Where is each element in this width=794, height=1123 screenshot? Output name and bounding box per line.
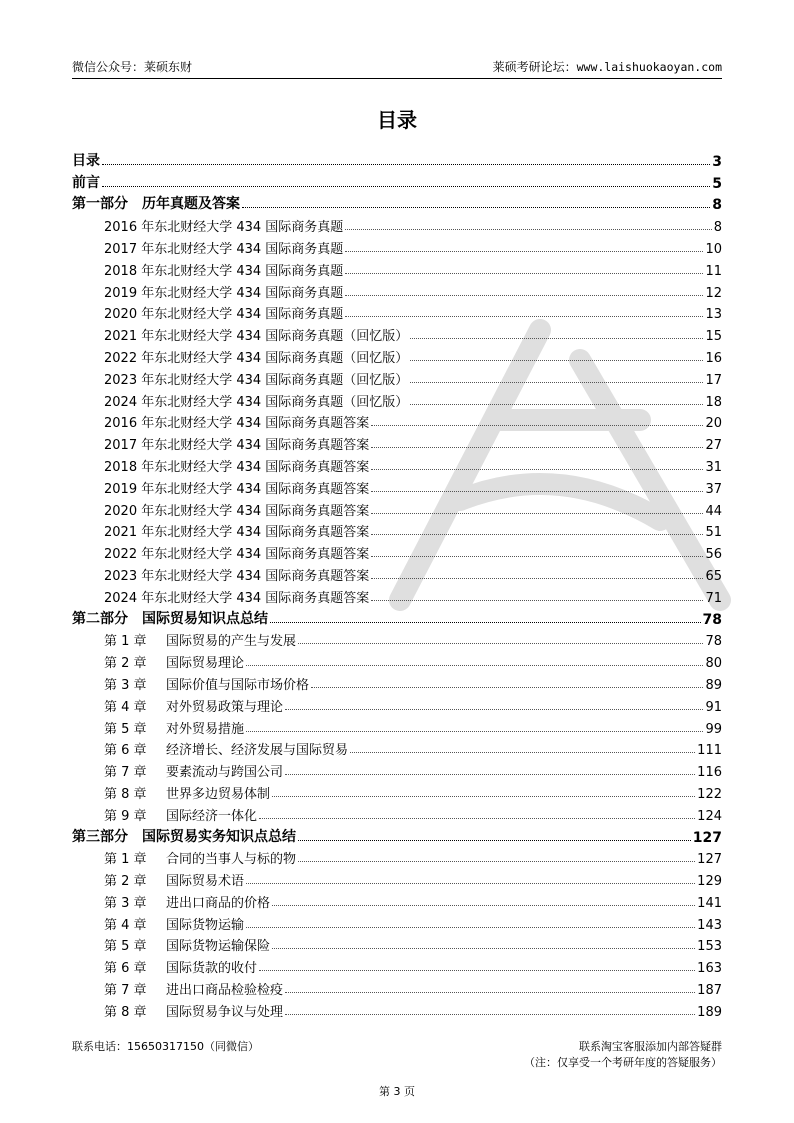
toc-page-number: 187 xyxy=(697,983,722,999)
toc-entry-text: 2018 年东北财经大学 434 国际商务真题答案 xyxy=(104,459,370,475)
toc-section-entry[interactable] xyxy=(72,170,722,192)
toc-entry[interactable] xyxy=(72,301,722,323)
toc-page-number: 99 xyxy=(705,721,722,737)
toc-page-number: 10 xyxy=(705,241,722,257)
toc-entry-text: 世界多边贸易体制 xyxy=(166,786,271,802)
toc-entry-label xyxy=(104,521,371,540)
toc-leader-dots xyxy=(371,447,703,448)
toc-leader-dots xyxy=(246,883,695,884)
toc-page-number: 20 xyxy=(705,416,722,432)
toc-leader-dots xyxy=(410,360,703,361)
toc-chapter-number: 第 7 章 xyxy=(104,983,147,999)
toc-page-number: 12 xyxy=(705,285,722,301)
header-forum-url[interactable]: www.laishuokaoyan.com xyxy=(576,60,722,74)
toc-entry[interactable] xyxy=(72,366,722,388)
toc-entry-label xyxy=(104,848,298,867)
toc-section-entry[interactable] xyxy=(72,606,722,628)
toc-leader-dots xyxy=(345,229,711,230)
toc-page-number: 56 xyxy=(705,547,722,563)
toc-page-number: 122 xyxy=(697,786,722,802)
toc-leader-dots xyxy=(371,469,703,470)
toc-chapter-number: 第 2 章 xyxy=(104,656,147,672)
toc-entry-label xyxy=(104,434,371,453)
toc-entry[interactable] xyxy=(72,867,722,889)
toc-entry[interactable] xyxy=(72,497,722,519)
toc-entry[interactable] xyxy=(72,344,722,366)
toc-entry[interactable] xyxy=(72,933,722,955)
toc-entry[interactable] xyxy=(72,758,722,780)
toc-entry-text: 2017 年东北财经大学 434 国际商务真题 xyxy=(104,241,344,257)
page-title: 目录 xyxy=(377,108,417,132)
toc-entry[interactable] xyxy=(72,322,722,344)
toc-entry-label xyxy=(104,347,410,366)
toc-chapter-number: 第 3 章 xyxy=(104,677,147,693)
toc-page-number: 78 xyxy=(702,611,722,628)
toc-entry-label xyxy=(104,456,371,475)
toc-leader-dots xyxy=(246,731,703,732)
toc-chapter-number: 第 9 章 xyxy=(104,808,147,824)
toc-entry-label xyxy=(104,303,345,322)
toc-section-entry[interactable] xyxy=(72,824,722,846)
toc-page-number: 78 xyxy=(705,634,722,650)
toc-entry-text: 进出口商品的价格 xyxy=(166,895,271,911)
toc-entry-label xyxy=(104,282,345,301)
toc-entry-text: 前言 xyxy=(72,174,100,191)
toc-chapter-number: 第 6 章 xyxy=(104,961,147,977)
toc-entry-label xyxy=(72,608,270,628)
toc-page-number: 51 xyxy=(705,525,722,541)
toc-page-number: 129 xyxy=(697,874,722,890)
toc-page-number: 89 xyxy=(705,677,722,693)
toc-entry[interactable] xyxy=(72,279,722,301)
toc-entry-text: 2017 年东北财经大学 434 国际商务真题答案 xyxy=(104,438,370,454)
toc-leader-dots xyxy=(270,622,701,623)
toc-entry-label xyxy=(104,500,371,519)
toc-leader-dots xyxy=(371,600,703,601)
toc-leader-dots xyxy=(242,207,710,208)
toc-leader-dots xyxy=(371,556,703,557)
toc-entry-text: 对外贸易政策与理论 xyxy=(166,699,284,715)
toc-leader-dots xyxy=(285,709,703,710)
toc-entry-label xyxy=(104,1001,285,1020)
toc-chapter-number: 第 4 章 xyxy=(104,699,147,715)
toc-entry-label xyxy=(104,805,259,824)
toc-entry-text: 国际货物运输 xyxy=(166,917,245,933)
toc-entry-text: 进出口商品检验检疫 xyxy=(166,983,284,999)
toc-entry[interactable] xyxy=(72,998,722,1020)
page-header xyxy=(72,58,722,79)
toc-leader-dots xyxy=(102,186,710,187)
toc-chapter-number: 第 6 章 xyxy=(104,743,147,759)
toc-entry[interactable] xyxy=(72,410,722,432)
toc-entry[interactable] xyxy=(72,693,722,715)
toc-chapter-number: 第 7 章 xyxy=(104,765,147,781)
toc-leader-dots xyxy=(259,970,695,971)
toc-page-number: 163 xyxy=(697,961,722,977)
toc-entry-text: 2022 年东北财经大学 434 国际商务真题答案 xyxy=(104,547,370,563)
toc-entry-label xyxy=(104,892,272,911)
toc-page-number: 111 xyxy=(697,743,722,759)
toc-entry-text: 2022 年东北财经大学 434 国际商务真题（回忆版） xyxy=(104,350,409,366)
table-of-contents xyxy=(72,148,722,1020)
toc-entry[interactable] xyxy=(72,715,722,737)
toc-page-number: 153 xyxy=(697,939,722,955)
toc-entry-text: 第三部分 国际贸易实务知识点总结 xyxy=(72,828,296,845)
toc-page-number: 141 xyxy=(697,895,722,911)
toc-page-number: 11 xyxy=(705,263,722,279)
toc-page-number: 143 xyxy=(697,917,722,933)
toc-page-number: 65 xyxy=(705,568,722,584)
toc-entry-text: 2019 年东北财经大学 434 国际商务真题 xyxy=(104,285,344,301)
toc-chapter-number: 第 2 章 xyxy=(104,874,147,890)
toc-entry-label xyxy=(72,172,102,192)
toc-leader-dots xyxy=(371,513,703,514)
toc-entry-text: 国际贸易术语 xyxy=(166,874,245,890)
toc-entry[interactable] xyxy=(72,453,722,475)
toc-entry-label xyxy=(104,478,371,497)
toc-entry-label xyxy=(104,739,350,758)
toc-entry[interactable] xyxy=(72,431,722,453)
toc-entry-text: 国际价值与国际市场价格 xyxy=(166,677,310,693)
toc-entry[interactable] xyxy=(72,213,722,235)
toc-leader-dots xyxy=(371,578,703,579)
toc-entry-text: 2019 年东北财经大学 434 国际商务真题答案 xyxy=(104,481,370,497)
header-forum-prefix: 莱硕考研论坛： xyxy=(492,60,577,74)
toc-entry-label xyxy=(104,587,371,606)
toc-page-number: 127 xyxy=(692,829,722,846)
toc-section-entry[interactable] xyxy=(72,192,722,214)
toc-entry-text: 国际货款的收付 xyxy=(166,961,258,977)
toc-chapter-number: 第 5 章 xyxy=(104,721,147,737)
toc-entry-text: 国际货物运输保险 xyxy=(166,939,271,955)
toc-entry-text: 2016 年东北财经大学 434 国际商务真题 xyxy=(104,220,344,236)
toc-leader-dots xyxy=(410,338,703,339)
header-forum-label xyxy=(493,58,722,76)
toc-page-number: 8 xyxy=(712,197,722,214)
toc-leader-dots xyxy=(345,316,703,317)
toc-leader-dots xyxy=(371,534,703,535)
toc-chapter-number: 第 8 章 xyxy=(104,1004,147,1020)
toc-entry[interactable] xyxy=(72,475,722,497)
toc-entry-text: 2020 年东北财经大学 434 国际商务真题答案 xyxy=(104,503,370,519)
toc-page-number: 44 xyxy=(705,503,722,519)
toc-entry-text: 目录 xyxy=(72,152,100,169)
toc-entry-text: 第二部分 国际贸易知识点总结 xyxy=(72,610,268,627)
toc-entry[interactable] xyxy=(72,388,722,410)
toc-entry-text: 对外贸易措施 xyxy=(166,721,245,737)
toc-entry-text: 2023 年东北财经大学 434 国际商务真题（回忆版） xyxy=(104,372,409,388)
toc-entry-text: 2018 年东北财经大学 434 国际商务真题 xyxy=(104,263,344,279)
toc-entry-text: 国际贸易的产生与发展 xyxy=(166,634,297,650)
toc-entry[interactable] xyxy=(72,519,722,541)
toc-entry-label xyxy=(104,216,345,235)
toc-entry-text: 2021 年东北财经大学 434 国际商务真题（回忆版） xyxy=(104,329,409,345)
toc-entry-label xyxy=(72,193,242,213)
toc-page-number: 116 xyxy=(697,765,722,781)
toc-entry[interactable] xyxy=(72,584,722,606)
toc-entry-text: 国际贸易理论 xyxy=(166,656,245,672)
toc-page-number: 15 xyxy=(705,329,722,345)
toc-entry-label xyxy=(104,369,410,388)
toc-leader-dots xyxy=(311,687,703,688)
toc-entry[interactable] xyxy=(72,737,722,759)
toc-chapter-number: 第 3 章 xyxy=(104,895,147,911)
toc-page-number: 5 xyxy=(712,175,722,192)
toc-entry-label xyxy=(104,870,246,889)
toc-leader-dots xyxy=(259,818,695,819)
toc-entry-label xyxy=(104,630,298,649)
toc-entry-text: 2016 年东北财经大学 434 国际商务真题答案 xyxy=(104,416,370,432)
toc-leader-dots xyxy=(350,752,695,753)
toc-leader-dots xyxy=(285,1014,695,1015)
toc-page-number: 27 xyxy=(705,438,722,454)
toc-page-number: 37 xyxy=(705,481,722,497)
toc-entry[interactable] xyxy=(72,649,722,671)
toc-entry[interactable] xyxy=(72,540,722,562)
toc-entry-text: 要素流动与跨国公司 xyxy=(166,765,284,781)
toc-page-number: 71 xyxy=(705,590,722,606)
toc-entry-text: 经济增长、经济发展与国际贸易 xyxy=(166,743,349,759)
toc-entry-text: 合同的当事人与标的物 xyxy=(166,852,297,868)
toc-leader-dots xyxy=(272,796,695,797)
toc-page-number: 13 xyxy=(705,307,722,323)
toc-entry-label xyxy=(104,718,246,737)
toc-leader-dots xyxy=(298,840,691,841)
toc-leader-dots xyxy=(102,164,710,165)
toc-entry-label xyxy=(72,826,298,846)
toc-leader-dots xyxy=(298,643,703,644)
toc-leader-dots xyxy=(345,251,703,252)
toc-page-number: 127 xyxy=(697,852,722,868)
toc-entry-text: 第一部分 历年真题及答案 xyxy=(72,196,240,213)
toc-entry-label xyxy=(104,543,371,562)
footer-taobao-note: 联系淘宝客服添加内部答疑群 xyxy=(579,1040,722,1053)
toc-page-number: 17 xyxy=(705,372,722,388)
toc-entry-text: 国际贸易争议与处理 xyxy=(166,1004,284,1020)
toc-leader-dots xyxy=(285,992,695,993)
toc-entry[interactable] xyxy=(72,976,722,998)
toc-entry[interactable] xyxy=(72,562,722,584)
toc-entry-text: 2024 年东北财经大学 434 国际商务真题（回忆版） xyxy=(104,394,409,410)
toc-leader-dots xyxy=(285,774,695,775)
toc-leader-dots xyxy=(410,382,703,383)
footer-contact: 联系电话：15650317150（同微信） xyxy=(72,1040,259,1053)
toc-entry-label xyxy=(104,565,371,584)
toc-page-number: 18 xyxy=(705,394,722,410)
toc-entry-text: 2023 年东北财经大学 434 国际商务真题答案 xyxy=(104,568,370,584)
toc-leader-dots xyxy=(246,927,695,928)
toc-entry[interactable] xyxy=(72,780,722,802)
toc-page-number: 80 xyxy=(705,656,722,672)
toc-chapter-number: 第 1 章 xyxy=(104,852,147,868)
toc-page-number: 189 xyxy=(697,1004,722,1020)
toc-entry-label xyxy=(104,238,345,257)
toc-page-number: 124 xyxy=(697,808,722,824)
toc-entry-text: 2021 年东北财经大学 434 国际商务真题答案 xyxy=(104,525,370,541)
toc-leader-dots xyxy=(272,905,695,906)
toc-entry-label xyxy=(104,935,272,954)
toc-entry[interactable] xyxy=(72,846,722,868)
toc-leader-dots xyxy=(371,491,703,492)
toc-chapter-number: 第 5 章 xyxy=(104,939,147,955)
toc-entry-label xyxy=(104,696,285,715)
toc-entry-text: 2020 年东北财经大学 434 国际商务真题 xyxy=(104,307,344,323)
toc-leader-dots xyxy=(298,861,695,862)
toc-page-number: 91 xyxy=(705,699,722,715)
toc-entry[interactable] xyxy=(72,954,722,976)
toc-entry-label xyxy=(104,761,285,780)
toc-entry-label xyxy=(104,325,410,344)
toc-entry[interactable] xyxy=(72,257,722,279)
page-number: 第 3 页 xyxy=(379,1085,415,1098)
toc-entry-label xyxy=(104,652,246,671)
toc-entry-label xyxy=(104,957,259,976)
toc-entry[interactable] xyxy=(72,628,722,650)
toc-entry-text: 2024 年东北财经大学 434 国际商务真题答案 xyxy=(104,590,370,606)
toc-entry-label xyxy=(104,674,311,693)
toc-chapter-number: 第 1 章 xyxy=(104,634,147,650)
toc-entry[interactable] xyxy=(72,802,722,824)
toc-entry[interactable] xyxy=(72,889,722,911)
toc-entry-label xyxy=(104,914,246,933)
toc-page-number: 16 xyxy=(705,350,722,366)
toc-entry-label xyxy=(104,391,410,410)
toc-leader-dots xyxy=(272,948,695,949)
toc-entry-text: 国际经济一体化 xyxy=(166,808,258,824)
toc-chapter-number: 第 4 章 xyxy=(104,917,147,933)
footer-qa-note: （注：仅享受一个考研年度的答疑服务） xyxy=(524,1056,722,1069)
toc-leader-dots xyxy=(345,273,703,274)
toc-entry[interactable] xyxy=(72,911,722,933)
toc-entry-label xyxy=(104,412,371,431)
header-wechat-label: 微信公众号：莱硕东财 xyxy=(72,60,193,74)
toc-chapter-number: 第 8 章 xyxy=(104,786,147,802)
toc-leader-dots xyxy=(246,665,703,666)
toc-leader-dots xyxy=(410,404,703,405)
toc-entry[interactable] xyxy=(72,235,722,257)
toc-entry-label xyxy=(72,150,102,170)
toc-entry-label xyxy=(104,979,285,998)
toc-entry-label xyxy=(104,783,272,802)
toc-page-number: 31 xyxy=(705,459,722,475)
toc-leader-dots xyxy=(345,295,703,296)
toc-page-number: 8 xyxy=(713,220,722,236)
toc-entry[interactable] xyxy=(72,671,722,693)
toc-page-number: 3 xyxy=(712,153,722,170)
toc-entry-label xyxy=(104,260,345,279)
page-footer xyxy=(72,1038,722,1074)
toc-section-entry[interactable] xyxy=(72,148,722,170)
toc-leader-dots xyxy=(371,425,703,426)
